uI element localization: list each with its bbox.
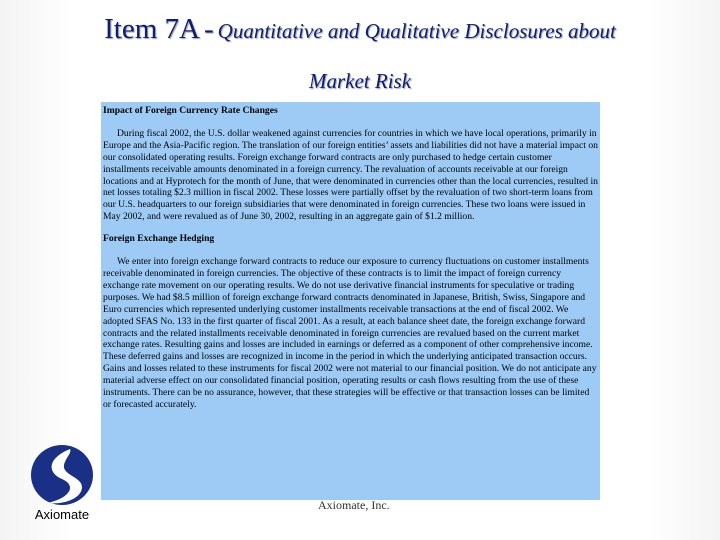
section-heading-currency: Impact of Foreign Currency Rate Changes	[103, 105, 278, 116]
section-body-currency: During fiscal 2002, the U.S. dollar weakened against currencies for countries in which we have local operations, primarily in Europe and the Asia-Pacific region. The translation of our foreign entities’ assets and liabilities did not have a material impact on our consolidated operating results. Foreign exchange forward contracts are only purchased to hedge certain customer installments receivable amounts denominated in a foreign currency. The revaluation of accounts receivable at our foreign locations and at Hyprotech for the month of June, that were denominated in currencies other than the local currencies, resulted in net losses totaling $2.3 million in fiscal 2002. These losses were partially offset by the revaluation of two short-term loans from our U.S. headquarters to our foreign subsidiaries that were denominated in foreign currencies. These two loans were issued in May 2002, and were revalued as of June 30, 2002, resulting in an aggregate gain of $1.2 million.	[103, 127, 598, 223]
title-item-label: Item 7A	[104, 13, 200, 45]
title-line-2: Market Risk	[308, 68, 412, 93]
content-panel	[101, 102, 600, 500]
axiomate-logo-icon	[26, 443, 98, 509]
axiomate-logo	[26, 443, 98, 525]
slide-title	[0, 14, 720, 93]
logo-wordmark: Axiomate	[34, 507, 90, 522]
section-body-hedging: We enter into foreign exchange forward contracts to reduce our exposure to currency fluctuations on customer installments receivable denominated in foreign currencies. The objective of these contracts is to limit the impact of foreign currency exchange rate movement on our operating results. We do not use derivative financial instruments for speculative or trading purposes. We had $8.5 million of foreign exchange forward contracts denominated in Japanese, British, Swiss, Singapore and Euro currencies which represented underlying customer installments receivable transactions at the end of fiscal 2002. We adopted SFAS No. 133 in the first quarter of fiscal 2001. As a result, at each balance sheet date, the foreign exchange forward contracts and the related installments receivable denominated in foreign currencies are revalued based on the current market exchange rates. Resulting gains and losses are included in earnings or deferred as a component of other comprehensive income. These deferred gains and losses are recognized in income in the period in which the underlying anticipated transaction occurs. Gains and losses related to these instruments for fiscal 2002 were not material to our financial position. We do not anticipate any material adverse effect on our consolidated financial position, operating results or cash flows resulting from the use of these instruments. There can be no assurance, however, that these strategies will be effective or that transaction losses can be limited or forecasted accurately.	[103, 256, 597, 410]
title-dash: -	[203, 13, 214, 45]
title-italic-text: Quantitative and Qualitative Disclosures about	[217, 19, 616, 43]
footer-company: Axiomate, Inc.	[318, 498, 390, 512]
section-heading-hedging: Foreign Exchange Hedging	[103, 233, 215, 245]
title-line-1	[0, 14, 720, 46]
